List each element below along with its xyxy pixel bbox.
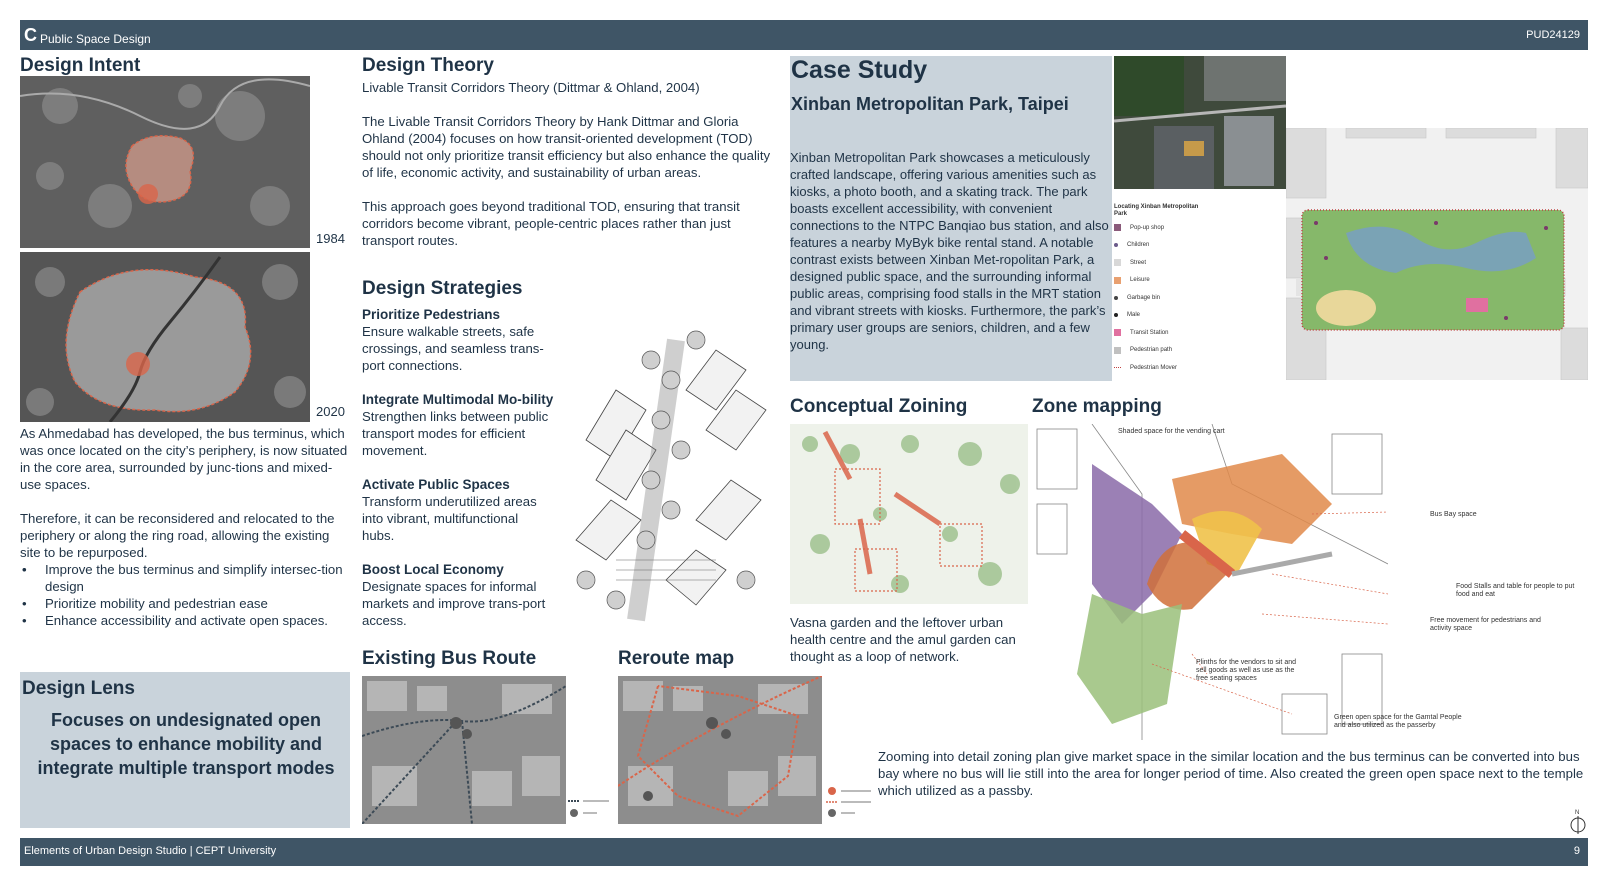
design-strategies-list — [362, 306, 554, 646]
legend-swatch — [1114, 347, 1121, 354]
design-intent-para-2: Therefore, it can be reconsidered and relocated to the periphery or along the ring road, allowing the existing site to be repurposed. — [20, 511, 335, 560]
header-title: Public Space Design — [40, 32, 151, 46]
year-2020: 2020 — [316, 404, 345, 419]
legend-label: Children — [1127, 242, 1150, 249]
design-strategies-heading: Design Strategies — [362, 278, 523, 299]
zone-mapping-caption: Zooming into detail zoning plan give market space in the similar location and the bus terminus can be converted into bus bay where no bus will lie still into the area for longer period of time. Also created the green open space next to the temple which utilized as a passby. — [878, 749, 1584, 798]
conceptual-zoning-map — [790, 424, 1028, 604]
case-legend — [1114, 219, 1177, 377]
bus-route-legend — [568, 796, 612, 825]
design-theory-heading: Design Theory — [362, 55, 494, 76]
legend-label: Pop-up shop — [1130, 224, 1165, 231]
bus-route-heading: Existing Bus Route — [362, 648, 537, 669]
strategy-item — [362, 561, 554, 629]
bullet-item: • Enhance accessibility and activate open spaces. — [20, 612, 352, 629]
legend-swatch — [1114, 224, 1121, 231]
legend-label: Garbage bin — [1127, 294, 1161, 301]
zone-label-food: Food Stalls and table for people to put food and eat — [1456, 583, 1575, 598]
bullet-item: • Prioritize mobility and pedestrian ease — [20, 595, 352, 612]
footer-bar — [20, 838, 1588, 866]
conceptual-zoning-heading: Conceptual Zoining — [790, 396, 968, 417]
strategy-title: Boost Local Economy — [362, 562, 504, 577]
strategy-title: Activate Public Spaces — [362, 477, 510, 492]
svg-text:N: N — [1575, 810, 1580, 816]
case-study-subheading: Xinban Metropolitan Park, Taipei — [791, 94, 1069, 114]
case-study-heading: Case Study — [791, 56, 928, 84]
reroute-map — [618, 676, 822, 824]
strategy-item — [362, 391, 554, 459]
legend-item — [1114, 307, 1177, 325]
zone-label-green: Green open space for the Gamtal People and also utilized as the passerby — [1334, 714, 1462, 729]
case-study-panel — [790, 56, 1112, 381]
legend-label: Pedestrian path — [1130, 347, 1173, 354]
legend-swatch — [1114, 329, 1121, 336]
design-lens-heading: Design Lens — [22, 678, 135, 699]
legend-swatch — [1114, 259, 1121, 266]
legend-swatch — [1114, 367, 1121, 368]
map-2020 — [20, 252, 310, 422]
zone-label-free: Free movement for pedestrians and activity space — [1430, 617, 1541, 632]
legend-label: Street — [1130, 259, 1147, 266]
legend-label: Male — [1127, 312, 1141, 319]
legend-swatch — [1114, 296, 1118, 300]
case-study-body: Xinban Metropolitan Park showcases a meticulously crafted landscape, offering various amenities such as kiosks, a photo booth, and a skating track. The park boasts excellent accessibility, with convenient connections to the NTPC Banqiao bus station, and also features a nearby MyByk bike rental stand. A notable contrast exists between Xinban Met-ropolitan Park, a designed public space, and the surrounding informal public areas, comprising food stalls in the MRT station and vibrant streets with kiosks. Furthermore, the park’s primary user groups are seniors, children, and a few young. — [790, 150, 1109, 352]
legend-item — [1114, 289, 1177, 307]
strategy-title: Prioritize Pedestrians — [362, 307, 501, 322]
axonometric-sketch — [556, 320, 774, 630]
strategy-body: Ensure walkable streets, safe crossings, and seamless trans-port connections. — [362, 324, 544, 373]
legend-swatch — [1114, 277, 1121, 284]
design-theory-text — [362, 79, 772, 266]
design-intent-heading: Design Intent — [20, 55, 141, 76]
strategy-body: Designate spaces for informal markets and improve trans-port access. — [362, 579, 546, 628]
reroute-legend — [826, 786, 876, 825]
bullet-item: • Improve the bus terminus and simplify intersec-tion design — [20, 561, 352, 595]
conceptual-zoning-body: Vasna garden and the leftover urban health centre and the amul garden can thought as a loop of network. — [790, 615, 1016, 664]
legend-label: Transit Station — [1130, 329, 1169, 336]
aerial-photo — [1114, 56, 1286, 189]
page-number: 9 — [1573, 845, 1580, 857]
legend-item — [1114, 237, 1177, 255]
case-legend-panel — [1114, 190, 1296, 380]
legend-item — [1114, 324, 1177, 342]
zone-label-plinths: Plinths for the vendors to sit and sell goods as well as use as the free seating spaces — [1196, 659, 1296, 682]
legend-item — [1114, 342, 1177, 360]
design-theory-para-2: This approach goes beyond traditional TOD, ensuring that transit corridors become vibrant, people-centric places rather than just transport routes. — [362, 199, 740, 248]
north-arrow-icon — [1568, 808, 1588, 834]
map-1984 — [20, 76, 310, 248]
year-1984: 1984 — [316, 231, 345, 246]
park-plan — [1286, 128, 1588, 380]
strategy-body: Strengthen links between public transport modes for efficient movement. — [362, 409, 549, 458]
legend-item — [1114, 359, 1177, 377]
design-intent-bullets — [20, 561, 352, 629]
case-legend-title: Locating Xinban Metropolitan Park — [1114, 204, 1199, 217]
design-intent-text — [20, 425, 352, 629]
legend-item — [1114, 272, 1177, 290]
strategy-item — [362, 476, 554, 544]
design-intent-para-1: As Ahmedabad has developed, the bus terminus, which was once located on the city’s periphery, is now situated in the core area, surrounded by junc-tions and mixed-use spaces. — [20, 426, 348, 492]
legend-label: Leisure — [1130, 277, 1150, 284]
legend-swatch — [1114, 243, 1118, 247]
design-theory-para-1: The Livable Transit Corridors Theory by Hank Dittmar and Gloria Ohland (2004) focuses on how transit-oriented development (TOD) should not only prioritize transit efficiency but also enhance the quality of life, economic activity, and sustainability of urban areas. — [362, 114, 771, 180]
zone-label-bus-bay: Bus Bay space — [1430, 511, 1477, 518]
zone-mapping-heading: Zone mapping — [1032, 396, 1162, 417]
strategy-body: Transform underutilized areas into vibrant, multifunctional hubs. — [362, 494, 537, 543]
zone-label-vending: Shaded space for the vending cart — [1118, 428, 1225, 435]
legend-item — [1114, 219, 1177, 237]
bus-route-map — [362, 676, 566, 824]
legend-label: Pedestrian Mover — [1130, 364, 1178, 371]
legend-swatch — [1114, 313, 1118, 317]
zone-mapping-map — [1032, 424, 1388, 740]
design-lens-panel — [20, 672, 350, 828]
header-code: PUD24129 — [1526, 29, 1580, 41]
legend-item — [1114, 254, 1177, 272]
strategy-title: Integrate Multimodal Mo-bility — [362, 392, 554, 407]
logo-letter: C — [24, 25, 37, 45]
reroute-heading: Reroute map — [618, 648, 735, 669]
strategy-item — [362, 306, 554, 374]
header-bar — [20, 20, 1588, 50]
design-lens-body: Focuses on undesignated open spaces to enhance mobility and integrate multiple transport modes — [37, 710, 335, 778]
footer-text: Elements of Urban Design Studio | CEPT University — [24, 845, 277, 857]
design-theory-subtitle: Livable Transit Corridors Theory (Dittmar & Ohland, 2004) — [362, 80, 700, 95]
